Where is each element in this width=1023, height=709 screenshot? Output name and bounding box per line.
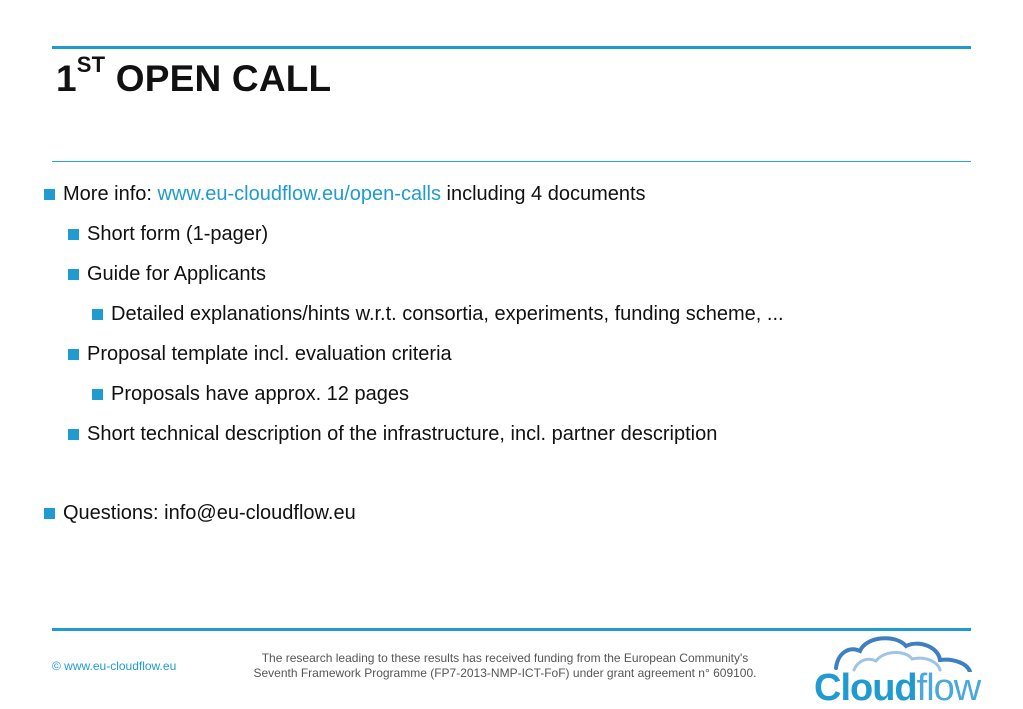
page-title: 1ST OPEN CALL (56, 52, 332, 99)
cloud-logo-icon (814, 632, 974, 672)
square-bullet-icon (92, 309, 103, 320)
square-bullet-icon (68, 349, 79, 360)
square-bullet-icon (68, 229, 79, 240)
funding-line-2: Seventh Framework Programme (FP7-2013-NMP-ICT-FoF) under grant agreement n° 609100. (253, 666, 757, 680)
square-bullet-icon (68, 429, 79, 440)
more-info-rest: including 4 documents (440, 183, 646, 205)
list-item-questions (44, 499, 356, 527)
footer-divider (52, 628, 971, 631)
list-item-label: Detailed explanations/hints w.r.t. consortia, experiments, funding scheme, ... (111, 303, 784, 325)
list-item-more-info (44, 180, 646, 208)
more-info-label: More info: (63, 183, 158, 205)
list-item-label: Short technical description of the infrastructure, incl. partner description (87, 423, 718, 445)
square-bullet-icon (68, 269, 79, 280)
funding-line-1: The research leading to these results has received funding from the European Community's (261, 651, 749, 665)
list-item-label: Guide for Applicants (87, 263, 266, 285)
logo-wordmark: Cloudflow (814, 667, 981, 709)
list-item (68, 340, 452, 368)
title-divider (52, 161, 971, 162)
square-bullet-icon (44, 508, 55, 519)
list-item (68, 420, 717, 448)
questions-text: Questions: info@eu-cloudflow.eu (63, 502, 356, 524)
top-divider (52, 46, 971, 49)
square-bullet-icon (44, 189, 55, 200)
list-item (68, 220, 268, 248)
list-item (92, 300, 784, 328)
list-item-label: Short form (1-pager) (87, 223, 269, 245)
copyright-text: © www.eu-cloudflow.eu (52, 659, 177, 673)
list-item-label: Proposals have approx. 12 pages (111, 383, 409, 405)
cloudflow-logo (814, 632, 981, 709)
list-item-label: Proposal template incl. evaluation criteria (87, 343, 452, 365)
list-item (92, 380, 409, 408)
funding-notice (205, 651, 805, 681)
list-item (68, 260, 266, 288)
square-bullet-icon (92, 389, 103, 400)
open-calls-link[interactable]: www.eu-cloudflow.eu/open-calls (157, 183, 441, 205)
